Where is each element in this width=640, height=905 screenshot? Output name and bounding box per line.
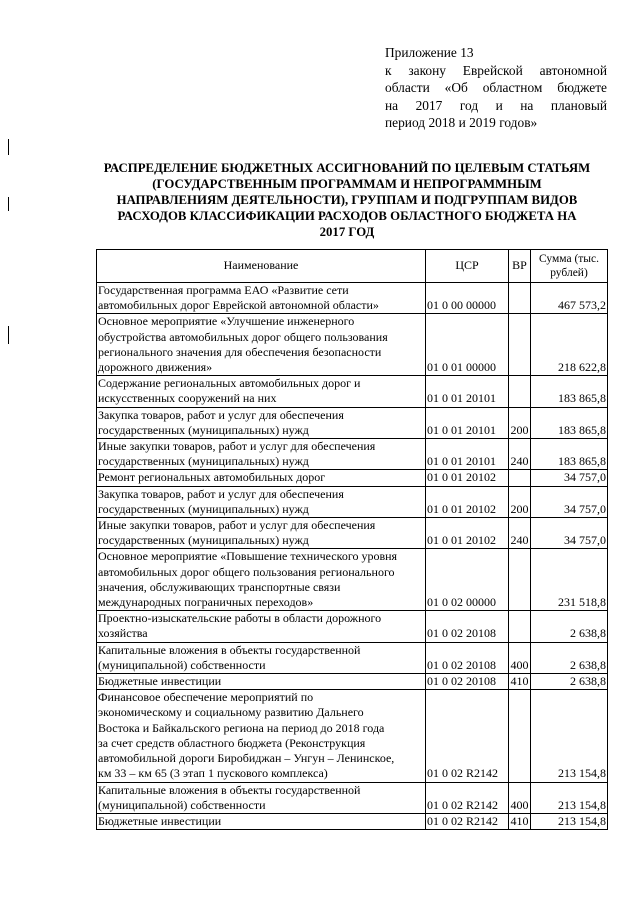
row-vr-cell [509, 549, 531, 611]
scan-edge-mark [8, 197, 9, 211]
row-name-cell [97, 407, 426, 438]
header-vr: ВР [509, 250, 531, 283]
row-name-cell [97, 813, 426, 829]
row-name-cell [97, 642, 426, 673]
scan-edge-mark [8, 326, 9, 344]
row-name-line: автомобильных дорог общего пользования регионального [98, 564, 395, 579]
row-name-line: хозяйства [98, 626, 148, 641]
table-row [97, 376, 608, 407]
row-sum-cell: 2 638,8 [531, 642, 608, 673]
row-sum-cell: 213 154,8 [531, 813, 608, 829]
row-vr-cell: 400 [509, 642, 531, 673]
row-name-cell [97, 470, 426, 486]
row-sum-cell: 34 757,0 [531, 486, 608, 517]
row-csr-cell: 01 0 01 20101 [426, 376, 509, 407]
header-sum-line: Сумма (тыс. [539, 253, 599, 265]
row-name-cell [97, 674, 426, 690]
table-row [97, 782, 608, 813]
row-vr-cell: 200 [509, 407, 531, 438]
table-row [97, 518, 608, 549]
row-vr-cell: 240 [509, 439, 531, 470]
table-header-row [97, 250, 608, 283]
row-csr-cell: 01 0 01 20101 [426, 439, 509, 470]
row-name-line: Капитальные вложения в объекты государственной [98, 642, 361, 657]
row-sum-cell: 34 757,0 [531, 470, 608, 486]
header-csr: ЦСР [426, 250, 509, 283]
table-row [97, 549, 608, 611]
row-name-line: Закупка товаров, работ и услуг для обеспечения [98, 407, 344, 422]
row-csr-cell: 01 0 02 R2142 [426, 813, 509, 829]
row-name-line: Бюджетные инвестиции [98, 813, 222, 828]
row-name-line: Основное мероприятие «Повышение технического уровня [98, 549, 398, 564]
row-name-line: Ремонт региональных автомобильных дорог [98, 470, 326, 485]
row-name-line: государственных (муниципальных) нужд [98, 422, 309, 437]
table-row [97, 813, 608, 829]
row-csr-cell: 01 0 00 00000 [426, 283, 509, 314]
row-csr-cell: 01 0 02 R2142 [426, 690, 509, 782]
row-name-line: Иные закупки товаров, работ и услуг для обеспечения [98, 518, 376, 533]
row-name-line: км 33 – км 65 (3 этап 1 пускового комплекса) [98, 766, 328, 781]
table-body [97, 283, 608, 830]
row-vr-cell [509, 376, 531, 407]
budget-table [96, 249, 608, 830]
title-line: РАСХОДОВ КЛАССИФИКАЦИИ РАСХОДОВ ОБЛАСТНОГО БЮДЖЕТА НА [117, 209, 577, 223]
row-vr-cell: 200 [509, 486, 531, 517]
row-name-line: Основное мероприятие «Улучшение инженерного [98, 314, 355, 329]
document-title [92, 160, 602, 240]
table-row [97, 690, 608, 782]
row-name-cell [97, 283, 426, 314]
row-sum-cell: 213 154,8 [531, 782, 608, 813]
row-name-line: значения, обслуживающих транспортные связи [98, 579, 341, 594]
row-csr-cell: 01 0 01 20102 [426, 486, 509, 517]
row-sum-cell: 231 518,8 [531, 549, 608, 611]
row-vr-cell: 410 [510, 813, 529, 828]
title-line: НАПРАВЛЕНИЯМ ДЕЯТЕЛЬНОСТИ), ГРУППАМ И ПОДГРУППАМ ВИДОВ [116, 193, 578, 207]
row-sum-cell: 183 865,8 [531, 407, 608, 438]
appendix-line: области «Об областном бюджете [385, 80, 607, 96]
row-csr-cell: 01 0 02 00000 [426, 549, 509, 611]
row-vr-cell: 400 [509, 782, 531, 813]
row-vr-cell: 240 [509, 518, 531, 549]
table-row [97, 314, 608, 376]
row-name-line: дорожного движения» [98, 360, 213, 375]
row-sum-cell: 2 638,8 [531, 674, 608, 690]
row-name-line: Иные закупки товаров, работ и услуг для обеспечения [98, 439, 376, 454]
table-row [97, 642, 608, 673]
row-csr-cell: 01 0 02 20108 [426, 611, 509, 642]
row-name-line: экономическому и социальному развитию Дальнего [98, 705, 364, 720]
row-name-line: Востока и Байкальского региона на период до 2018 года [98, 720, 385, 735]
row-name-cell [97, 782, 426, 813]
row-name-cell [97, 376, 426, 407]
appendix-line: период 2018 и 2019 годов» [385, 115, 538, 131]
row-vr-cell [509, 611, 531, 642]
appendix-line: к закону Еврейской автономной [385, 62, 607, 78]
appendix-note [385, 44, 607, 132]
row-sum-cell: 183 865,8 [531, 439, 608, 470]
row-sum-cell: 467 573,2 [531, 283, 608, 314]
row-name-line: (муниципальной) собственности [98, 797, 266, 812]
row-name-cell [97, 314, 426, 376]
row-sum-cell: 183 865,8 [531, 376, 608, 407]
row-name-line: государственных (муниципальных) нужд [98, 533, 309, 548]
row-csr-cell: 01 0 01 00000 [426, 314, 509, 376]
row-csr-cell: 01 0 01 20102 [426, 470, 509, 486]
row-csr-cell: 01 0 01 20102 [426, 518, 509, 549]
title-line: РАСПРЕДЕЛЕНИЕ БЮДЖЕТНЫХ АССИГНОВАНИЙ ПО ЦЕЛЕВЫМ СТАТЬЯМ [103, 161, 591, 175]
row-name-cell [97, 439, 426, 470]
row-csr-cell: 01 0 02 20108 [426, 674, 509, 690]
row-name-line: Финансовое обеспечение мероприятий по [98, 690, 314, 705]
table-row [97, 611, 608, 642]
table-row [97, 470, 608, 486]
header-sum-line: рублей) [550, 267, 588, 279]
title-line: 2017 ГОД [319, 225, 375, 239]
title-line: (ГОСУДАРСТВЕННЫМ ПРОГРАММАМ И НЕПРОГРАММНЫМ [152, 177, 542, 191]
row-name-cell [97, 486, 426, 517]
row-sum-cell: 2 638,8 [531, 611, 608, 642]
row-name-cell [97, 611, 426, 642]
table-row [97, 407, 608, 438]
table-row [97, 439, 608, 470]
row-name-line: Бюджетные инвестиции [98, 674, 222, 689]
row-name-cell [97, 549, 426, 611]
row-name-line: (муниципальной) собственности [98, 657, 266, 672]
row-name-line: искусственных сооружений на них [98, 391, 277, 406]
row-name-line: Государственная программа ЕАО «Развитие сети [98, 283, 349, 297]
row-name-line: Содержание региональных автомобильных дорог и [98, 376, 361, 391]
row-name-line: международных пограничных переходов» [98, 595, 314, 610]
row-name-line: государственных (муниципальных) нужд [98, 454, 309, 469]
row-name-line: регионального значения для обеспечения безопасности [98, 344, 382, 359]
row-sum-cell: 34 757,0 [531, 518, 608, 549]
appendix-line: на 2017 год и на плановый [385, 97, 607, 113]
row-vr-cell [509, 314, 531, 376]
row-sum-cell: 213 154,8 [531, 690, 608, 782]
row-csr-cell: 01 0 02 20108 [426, 642, 509, 673]
row-csr-cell: 01 0 02 R2142 [426, 782, 509, 813]
row-vr-cell [509, 690, 531, 782]
appendix-line: Приложение 13 [385, 45, 474, 60]
row-vr-cell: 410 [510, 674, 529, 689]
row-sum-cell: 218 622,8 [531, 314, 608, 376]
row-vr-cell [509, 283, 531, 314]
header-name: Наименование [97, 250, 426, 283]
row-name-line: Капитальные вложения в объекты государственной [98, 782, 361, 797]
row-name-line: Проектно-изыскательские работы в области дорожного [98, 611, 382, 626]
row-name-line: автомобильных дорог Еврейской автономной области» [98, 298, 379, 313]
row-csr-cell: 01 0 01 20101 [426, 407, 509, 438]
row-name-cell [97, 518, 426, 549]
table-row [97, 283, 608, 314]
row-name-line: за счет средств областного бюджета (Реконструкция [98, 735, 366, 750]
scan-edge-mark [8, 139, 9, 155]
row-name-line: автомобильной дороги Биробиджан – Унгун – Ленинское, [98, 751, 395, 766]
row-name-line: Закупка товаров, работ и услуг для обеспечения [98, 486, 344, 501]
row-vr-cell [509, 470, 531, 486]
table-row [97, 486, 608, 517]
row-name-line: обустройства автомобильных дорог общего пользования [98, 329, 388, 344]
header-sum [531, 250, 608, 283]
table-row [97, 674, 608, 690]
row-name-cell [97, 690, 426, 782]
row-name-line: государственных (муниципальных) нужд [98, 501, 309, 516]
